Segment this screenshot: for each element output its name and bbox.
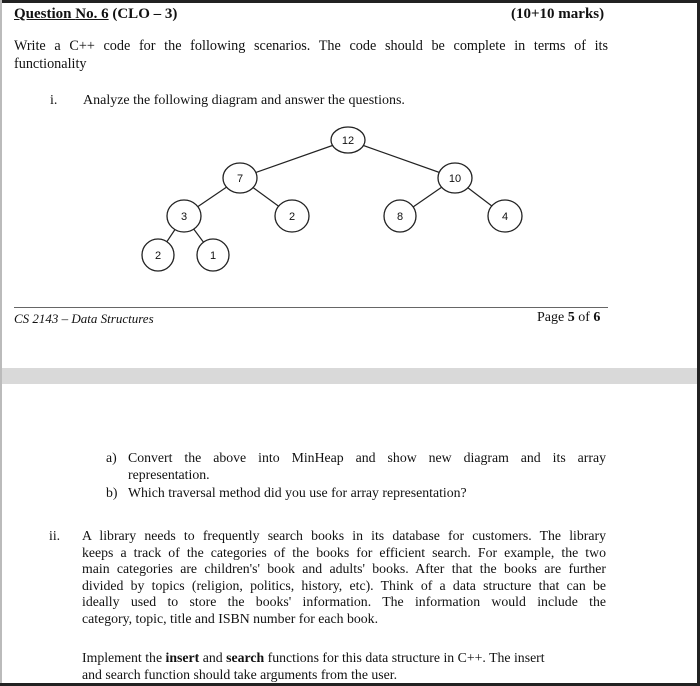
footer-page-word: Page bbox=[537, 310, 568, 325]
footer-course: CS 2143 – Data Structures bbox=[14, 311, 154, 326]
page-separator bbox=[2, 368, 697, 384]
part-ii-paragraph bbox=[82, 528, 606, 627]
impl-pre: Implement the bbox=[82, 650, 166, 665]
instruction-line-1: Write a C++ code for the following scenarios. The code should be complete in terms of its bbox=[14, 38, 608, 54]
part-i-text: Analyze the following diagram and answer the questions. bbox=[83, 93, 405, 108]
impl-line-1 bbox=[82, 650, 606, 667]
part-ii-line-4: divided by topics (religion, politics, history, etc). Think of a data structure that can be bbox=[82, 577, 606, 593]
sub-b-text: Which traversal method did you use for array representation? bbox=[128, 485, 467, 500]
impl-post: functions for this data structure in C++. The insert bbox=[264, 650, 545, 665]
question-title-prefix: Question bbox=[14, 6, 76, 22]
part-ii-line-3: main categories are children's' book and adults' books. After that the books are further bbox=[82, 561, 606, 576]
sub-a-line-2: representation. bbox=[128, 466, 210, 482]
question-marks: (10+10 marks) bbox=[511, 6, 605, 22]
sub-a-line-1: Convert the above into MinHeap and show new diagram and its array bbox=[128, 450, 606, 465]
impl-search: search bbox=[226, 650, 265, 665]
question-number: No. 6 bbox=[75, 6, 109, 22]
node-label-12: 12 bbox=[341, 135, 355, 147]
node-label-2-right: 2 bbox=[288, 211, 296, 223]
impl-insert: insert bbox=[165, 650, 200, 665]
impl-and: and bbox=[199, 650, 227, 665]
part-ii-number: ii. bbox=[49, 528, 61, 543]
part-ii-implementation bbox=[82, 650, 606, 683]
node-label-2-leaf: 2 bbox=[154, 250, 162, 262]
sub-a-label: a) bbox=[106, 450, 117, 465]
question-clo: (CLO – 3) bbox=[108, 6, 178, 22]
node-label-3: 3 bbox=[180, 211, 188, 223]
footer-page-num: 5 bbox=[567, 310, 575, 325]
part-i-number: i. bbox=[50, 93, 58, 108]
impl-line-2: and search function should take arguments from the user. bbox=[82, 666, 398, 682]
instruction-line-2: functionality bbox=[14, 55, 87, 72]
footer-page-total: 6 bbox=[593, 310, 601, 325]
sub-b-label: b) bbox=[106, 485, 118, 500]
part-ii-line-5: ideally used to store the books' information. The information would include the bbox=[82, 594, 606, 609]
node-label-8: 8 bbox=[396, 211, 404, 223]
part-ii-line-2: keeps a track of the categories of the books for efficient search. For example, the two bbox=[82, 544, 606, 560]
node-label-1: 1 bbox=[209, 250, 217, 262]
tree-diagram bbox=[0, 0, 700, 300]
node-label-10: 10 bbox=[448, 173, 462, 185]
footer-page-number bbox=[537, 310, 600, 326]
node-label-7: 7 bbox=[236, 173, 244, 185]
part-ii-line-1: A library needs to frequently search books in its database for customers. The library bbox=[82, 528, 606, 543]
part-ii-line-6: category, topic, title and ISBN number for each book. bbox=[82, 610, 379, 626]
node-label-4: 4 bbox=[501, 211, 509, 223]
footer-page-of: of bbox=[574, 310, 594, 325]
footer-rule bbox=[14, 307, 608, 308]
sub-a-text bbox=[128, 450, 606, 483]
